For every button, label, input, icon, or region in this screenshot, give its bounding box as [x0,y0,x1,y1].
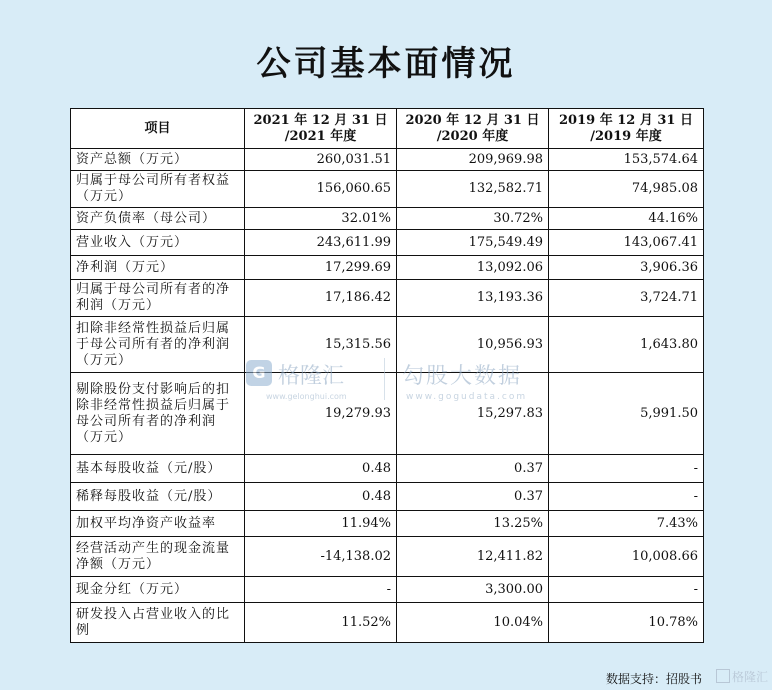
value-cell: 3,300.00 [397,577,549,603]
table-row [71,230,704,256]
value-cell: 10.04% [397,603,549,643]
value-cell: 17,186.42 [245,280,397,317]
row-label: 营业收入（万元） [71,230,245,256]
value-cell: 5,991.50 [549,373,704,455]
header-cell: 2020 年 12 月 31 日 /2020 年度 [397,109,549,149]
page-title: 公司基本面情况 [256,44,516,84]
row-label: 加权平均净资产收益率 [71,511,245,537]
value-cell: 11.94% [245,511,397,537]
value-cell: 17,299.69 [245,256,397,280]
table-row [71,208,704,230]
table-row [71,577,704,603]
row-label: 资产总额（万元） [71,149,245,171]
value-cell: 13,193.36 [397,280,549,317]
row-label: 现金分红（万元） [71,577,245,603]
gelonghui-logo-icon: G [246,360,272,386]
brand-mark [716,668,768,685]
header-cell: 项目 [71,109,245,149]
row-label: 扣除非经常性损益后归属于母公司所有者的净利润（万元） [71,317,245,373]
table-row [71,171,704,208]
value-cell: 15,297.83 [397,373,549,455]
table-header-row [71,109,704,149]
value-cell: 3,724.71 [549,280,704,317]
value-cell: - [549,455,704,483]
table-row [71,280,704,317]
row-label: 研发投入占营业收入的比例 [71,603,245,643]
value-cell: 13,092.06 [397,256,549,280]
row-label: 归属于母公司所有者的净利润（万元） [71,280,245,317]
value-cell: 10.78% [549,603,704,643]
watermark-url-2: www.gogudata.com [406,392,528,402]
value-cell: 1,643.80 [549,317,704,373]
brand-name: 格隆汇 [731,670,768,684]
row-label: 剔除股份支付影响后的扣除非经常性损益后归属于母公司所有者的净利润（万元） [71,373,245,455]
value-cell: 44.16% [549,208,704,230]
value-cell: 153,574.64 [549,149,704,171]
header-cell: 2021 年 12 月 31 日 /2021 年度 [245,109,397,149]
value-cell: 11.52% [245,603,397,643]
header-cell: 2019 年 12 月 31 日 /2019 年度 [549,109,704,149]
value-cell: - [549,483,704,511]
table-row [71,149,704,171]
watermark-url-1: www.gelonghui.com [266,392,347,401]
value-cell: 260,031.51 [245,149,397,171]
value-cell: 209,969.98 [397,149,549,171]
value-cell: 19,279.93 [245,373,397,455]
value-cell: 74,985.08 [549,171,704,208]
row-label: 稀释每股收益（元/股） [71,483,245,511]
value-cell: 0.48 [245,483,397,511]
value-cell: 7.43% [549,511,704,537]
value-cell: 0.37 [397,455,549,483]
table-row [71,603,704,643]
brand-logo-icon [716,669,730,683]
value-cell: 10,956.93 [397,317,549,373]
table-row [71,511,704,537]
row-label: 归属于母公司所有者权益（万元） [71,171,245,208]
value-cell: 10,008.66 [549,537,704,577]
value-cell: 156,060.65 [245,171,397,208]
value-cell: -14,138.02 [245,537,397,577]
value-cell: 30.72% [397,208,549,230]
source-note: 数据支持：招股书 [605,672,702,686]
value-cell: 0.48 [245,455,397,483]
table-row [71,483,704,511]
value-cell: 32.01% [245,208,397,230]
table-row [71,537,704,577]
table-row [71,317,704,373]
watermark-name-2: 勾股大数据 [402,364,523,389]
value-cell: 0.37 [397,483,549,511]
value-cell: 243,611.99 [245,230,397,256]
value-cell: 3,906.36 [549,256,704,280]
value-cell: 15,315.56 [245,317,397,373]
table-row [71,373,704,455]
value-cell: 175,549.49 [397,230,549,256]
table-row [71,256,704,280]
row-label: 净利润（万元） [71,256,245,280]
value-cell: 13.25% [397,511,549,537]
table-row [71,455,704,483]
value-cell: 143,067.41 [549,230,704,256]
value-cell: 12,411.82 [397,537,549,577]
financial-table [70,108,704,643]
watermark-name-1: 格隆汇 [278,364,345,389]
row-label: 基本每股收益（元/股） [71,455,245,483]
value-cell: 132,582.71 [397,171,549,208]
row-label: 资产负债率（母公司） [71,208,245,230]
value-cell: - [245,577,397,603]
row-label: 经营活动产生的现金流量净额（万元） [71,537,245,577]
value-cell: - [549,577,704,603]
